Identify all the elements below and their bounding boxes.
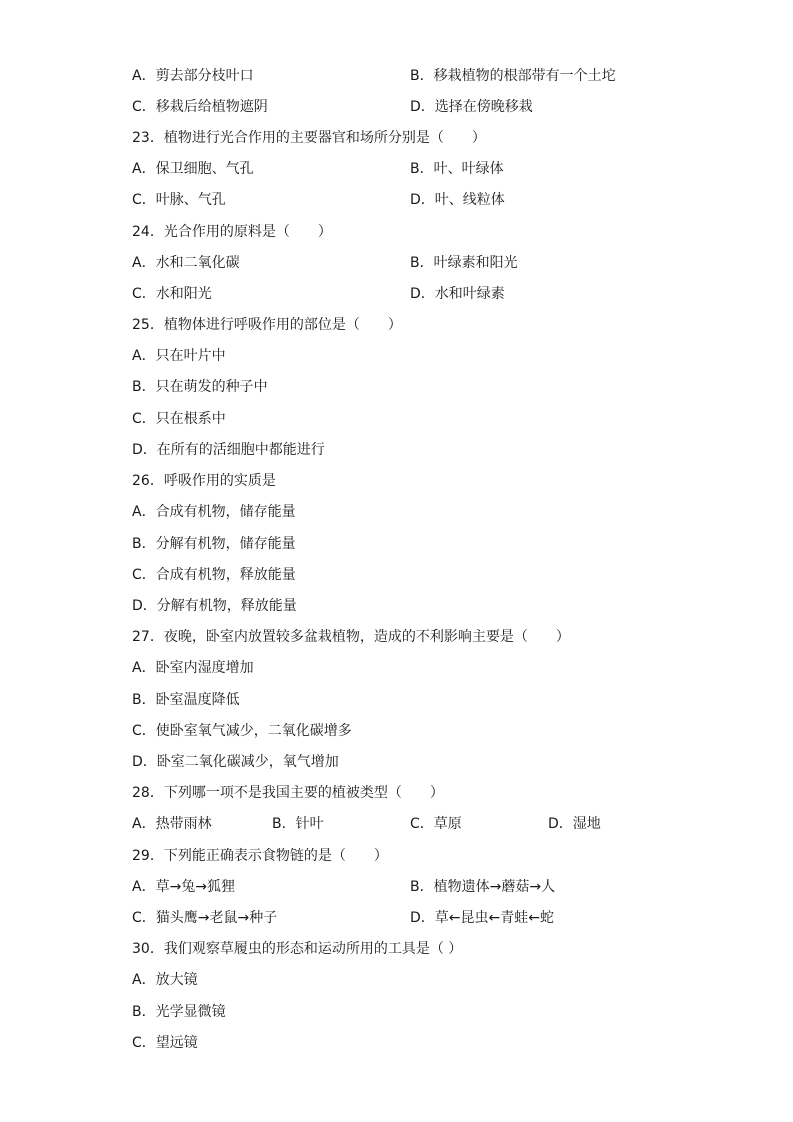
- q27-option-d: D．卧室二氧化碳减少，氧气增加: [132, 754, 339, 770]
- q24-option-d: D．水和叶绿素: [410, 286, 505, 302]
- q29-option-d: D．草←昆虫←青蛙←蛇: [410, 910, 554, 926]
- q22-option-a: A．剪去部分枝叶口: [132, 68, 254, 84]
- q30-stem: 30．我们观察草履虫的形态和运动所用的工具是（ ）: [132, 941, 463, 957]
- q26-option-b: B．分解有机物，储存能量: [132, 536, 296, 552]
- q25-option-b: B．只在萌发的种子中: [132, 379, 268, 395]
- q24-option-a: A．水和二氧化碳: [132, 255, 240, 271]
- q29-option-b: B．植物遗体→蘑菇→人: [410, 879, 556, 895]
- q26-stem: 26．呼吸作用的实质是: [132, 473, 276, 489]
- q26-option-d: D．分解有机物，释放能量: [132, 598, 297, 614]
- q28-option-a: A．热带雨林: [132, 816, 212, 832]
- q23-option-b: B．叶、叶绿体: [410, 161, 504, 177]
- q24-option-b: B．叶绿素和阳光: [410, 255, 518, 271]
- q24-option-c: C．水和阳光: [132, 286, 212, 302]
- q25-option-c: C．只在根系中: [132, 411, 226, 427]
- q28-option-c: C．草原: [410, 816, 462, 832]
- q28-option-b: B．针叶: [272, 816, 324, 832]
- q30-option-a: A．放大镜: [132, 972, 198, 988]
- q23-stem: 23．植物进行光合作用的主要器官和场所分别是（ ）: [132, 130, 486, 146]
- q26-option-c: C．合成有机物，释放能量: [132, 567, 296, 583]
- q28-option-d: D．湿地: [548, 816, 601, 832]
- q28-stem: 28．下列哪一项不是我国主要的植被类型（ ）: [132, 785, 444, 801]
- q27-option-b: B．卧室温度降低: [132, 692, 240, 708]
- q23-option-c: C．叶脉、气孔: [132, 192, 226, 208]
- q29-option-c: C．猫头鹰→老鼠→种子: [132, 910, 278, 926]
- q24-stem: 24．光合作用的原料是（ ）: [132, 224, 332, 240]
- q30-option-c: C．望远镜: [132, 1035, 198, 1051]
- q25-option-d: D．在所有的活细胞中都能进行: [132, 442, 325, 458]
- q26-option-a: A．合成有机物，储存能量: [132, 504, 296, 520]
- q30-option-b: B．光学显微镜: [132, 1004, 226, 1020]
- q29-stem: 29．下列能正确表示食物链的是（ ）: [132, 848, 388, 864]
- q25-option-a: A．只在叶片中: [132, 348, 226, 364]
- q22-option-d: D．选择在傍晚移栽: [410, 99, 533, 115]
- q29-option-a: A．草→兔→狐狸: [132, 879, 236, 895]
- q25-stem: 25．植物体进行呼吸作用的部位是（ ）: [132, 317, 402, 333]
- q27-option-c: C．使卧室氧气减少，二氧化碳增多: [132, 723, 352, 739]
- q23-option-d: D．叶、线粒体: [410, 192, 505, 208]
- q23-option-a: A．保卫细胞、气孔: [132, 161, 254, 177]
- q27-option-a: A．卧室内湿度增加: [132, 660, 254, 676]
- q22-option-b: B．移栽植物的根部带有一个土坨: [410, 68, 616, 84]
- q27-stem: 27．夜晚，卧室内放置较多盆栽植物，造成的不利影响主要是（ ）: [132, 629, 570, 645]
- q22-option-c: C．移栽后给植物遮阴: [132, 99, 268, 115]
